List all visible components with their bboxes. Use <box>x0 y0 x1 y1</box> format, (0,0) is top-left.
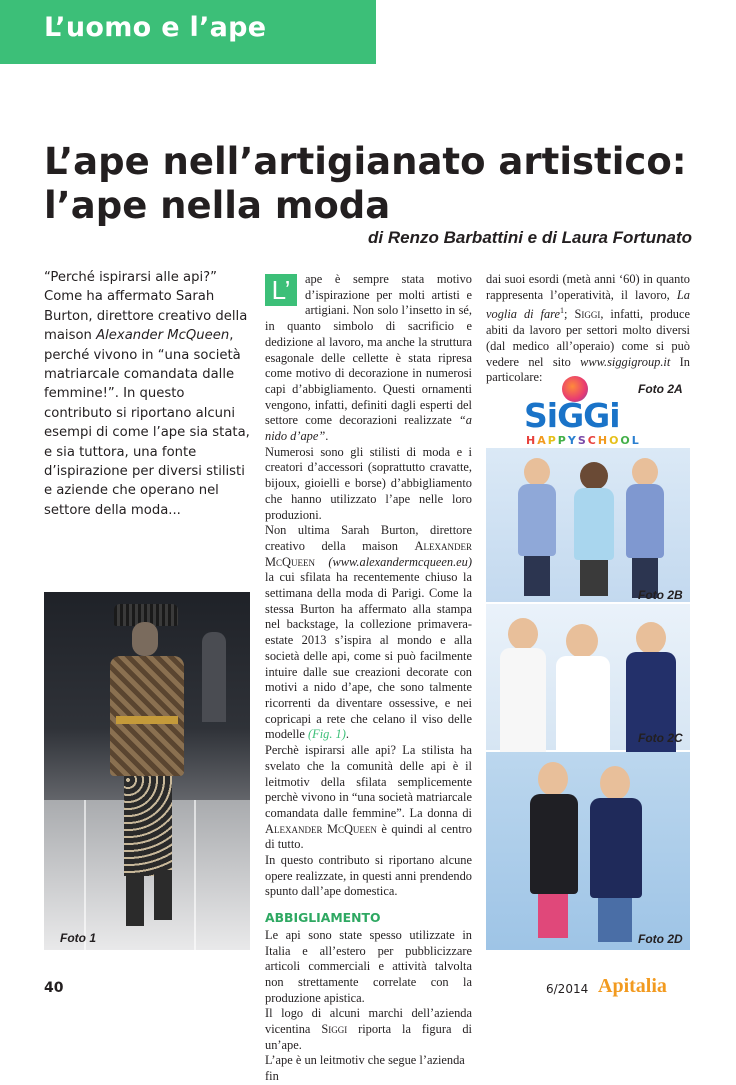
body-italic: La voglia di fare <box>486 287 690 322</box>
body-paragraph <box>265 1006 472 1053</box>
body-text: In particolare: <box>486 354 691 385</box>
runway-stripe <box>84 800 86 950</box>
caption-foto-2a: Foto 2A <box>638 382 683 396</box>
subhead-abbigliamento: ABBIGLIAMENTO <box>265 910 381 926</box>
article-title <box>44 140 704 228</box>
logo-brand: SiGGi <box>524 396 620 435</box>
caption-foto-2c: Foto 2C <box>638 731 683 745</box>
body-text: ; <box>564 307 575 322</box>
body-text: è quindi al centro di tutto. <box>265 821 472 852</box>
body-text: , infatti, produce abiti da lavoro per settori molto diversi (dal medico all’operaio) come si può vedere nel sito <box>486 307 690 369</box>
photo-runway-model <box>44 592 250 950</box>
lead-maison: Alexander McQueen <box>96 328 230 344</box>
magazine-logo: Apitalia <box>598 975 667 997</box>
article-title-line-2: l’ape nella moda <box>44 184 391 227</box>
body-paragraph <box>265 272 472 445</box>
body-text: . <box>345 727 349 742</box>
tagline-letter: Y <box>567 434 578 447</box>
lead-text-2: , perché vivono in “una società matriarcale comandata dalle femmine!”. In questo contributo si riportano alcuni esempi di come l’ape sia stata, e sia tuttora, una fonte d’ispirazione per diversi stilisti e aziende che operano nel settore della moda... <box>44 328 250 518</box>
model-belt <box>116 716 178 724</box>
body-maison: Alexander McQueen <box>265 821 377 836</box>
footnote-mark: 1 <box>560 306 565 316</box>
lead-text-1: “Perché ispirarsi alle api?” Come ha affermato Sarah Burton, direttore creativo della maison <box>44 270 248 344</box>
body-italic: “a nido d’ape” <box>265 413 472 444</box>
body-column-middle <box>265 272 472 1085</box>
model-boot <box>154 870 172 920</box>
body-maison: Alexander McQueen <box>265 538 472 569</box>
runway-stripe <box>194 800 196 950</box>
model-head <box>132 622 158 656</box>
tagline-letter: O <box>609 434 621 447</box>
section-title: L’uomo e l’ape <box>44 12 267 43</box>
body-url: (www.alexandermcqueen.eu) <box>328 554 472 569</box>
tagline-letter: L <box>631 434 641 447</box>
tagline-letter: C <box>587 434 598 447</box>
tagline-letter: P <box>557 434 568 447</box>
caption-foto-2d: Foto 2D <box>638 932 683 946</box>
tagline-letter: P <box>547 434 558 447</box>
body-text: Non ultima Sarah Burton, direttore creativo della maison <box>265 523 472 553</box>
caption-foto-2b: Foto 2B <box>638 588 683 602</box>
body-text: la cui sfilata ha recentemente chiuso la settimana della moda di Parigi. Come la stessa Burton ha affermato alla stampa nel backstage, la collezione primavera-estate 2013 s’ispira al mondo e alla società delle api, come si può facilmente intuire dalle sue creazioni decorate con motivi a nido d’ape, che sono talmente ricorrenti da diventare ossessive, e nei copricapi a rete che celano il viso delle modelle <box>265 570 472 742</box>
figure-reference-link[interactable]: (Fig. 1) <box>308 727 346 742</box>
tagline-letter: A <box>537 434 548 447</box>
photo-kids-white-smocks <box>486 604 690 750</box>
logo-tagline <box>526 434 641 447</box>
background-figure <box>202 632 226 722</box>
body-text: Perchè ispirarsi alle api? La stilista ha svelato che la comunità delle api è il leitmotiv della sfilata semplicemente perchè vivono in “una società matriarcale comandata dalle femmine”. La donna di <box>265 743 472 820</box>
body-text: ape è sempre stata motivo d’ispirazione per molti artisti e artigiani. Non solo l’insetto in sé, in quanto simbolo di sacrificio e dedizione al lavoro, ma anche la struttura esagonale delle cellette è stata ripresa come motivo di decorazione in numerosi capi d’abbigliamento. Questi ornamenti vengono, infatti, definiti dagli esperti del settore come decorazioni realizzate <box>265 272 472 428</box>
tagline-letter: O <box>620 434 632 447</box>
tagline-letter: H <box>597 434 610 447</box>
issue-number: 6/2014 <box>546 982 589 996</box>
byline: di Renzo Barbattini e di Laura Fortunato <box>368 228 692 247</box>
photo-kids-blue-smocks <box>486 448 690 602</box>
body-paragraph <box>265 523 472 743</box>
tagline-letter: S <box>577 434 588 447</box>
model-boot <box>126 876 144 926</box>
caption-foto-1: Foto 1 <box>60 931 96 945</box>
body-paragraph <box>265 743 472 853</box>
photo-kids-dark-smocks <box>486 752 690 950</box>
section-banner <box>0 0 376 64</box>
body-paragraph: Numerosi sono gli stilisti di moda e i creatori d’accessori (soprattutto cravatte, bijoux, gioielli e borse) d’abbigliamento che hanno utilizzato l’ape nelle loro produzioni. <box>265 444 472 522</box>
body-paragraph: In questo contributo si riportano alcune opere realizzate, in questi anni prendendo spunto dall’ape domestica. <box>265 853 472 899</box>
tagline-letter: H <box>526 434 538 447</box>
body-text: . <box>325 429 329 444</box>
article-title-line-1: L’ape nell’artigianato artistico: <box>44 140 687 183</box>
body-paragraph: L’ape è un leitmotiv che segue l’azienda fin <box>265 1053 465 1084</box>
body-text: dai suoi esordi (metà anni ‘60) in quanto rappresenta l’operatività, il lavoro, <box>486 272 690 302</box>
body-paragraph <box>486 272 690 386</box>
lead-paragraph <box>44 268 254 520</box>
body-url[interactable]: www.siggigroup.it <box>580 354 671 369</box>
model-pants <box>124 776 172 876</box>
body-text: riporta la figura di un’ape. <box>265 1022 472 1052</box>
body-paragraph: Le api sono state spesso utilizzate in Italia e all’estero per pubblicizzare articoli commerciali e attività talvolta non strettamente correlate con la produzione apistica. <box>265 927 472 1005</box>
page-number: 40 <box>44 980 64 996</box>
body-text: Il logo di alcuni marchi dell’azienda vicentina <box>265 1006 472 1037</box>
dropcap: L’ <box>265 274 297 306</box>
body-brand: Siggi <box>321 1022 348 1037</box>
body-column-right <box>486 272 690 386</box>
body-brand: Siggi <box>574 307 601 322</box>
